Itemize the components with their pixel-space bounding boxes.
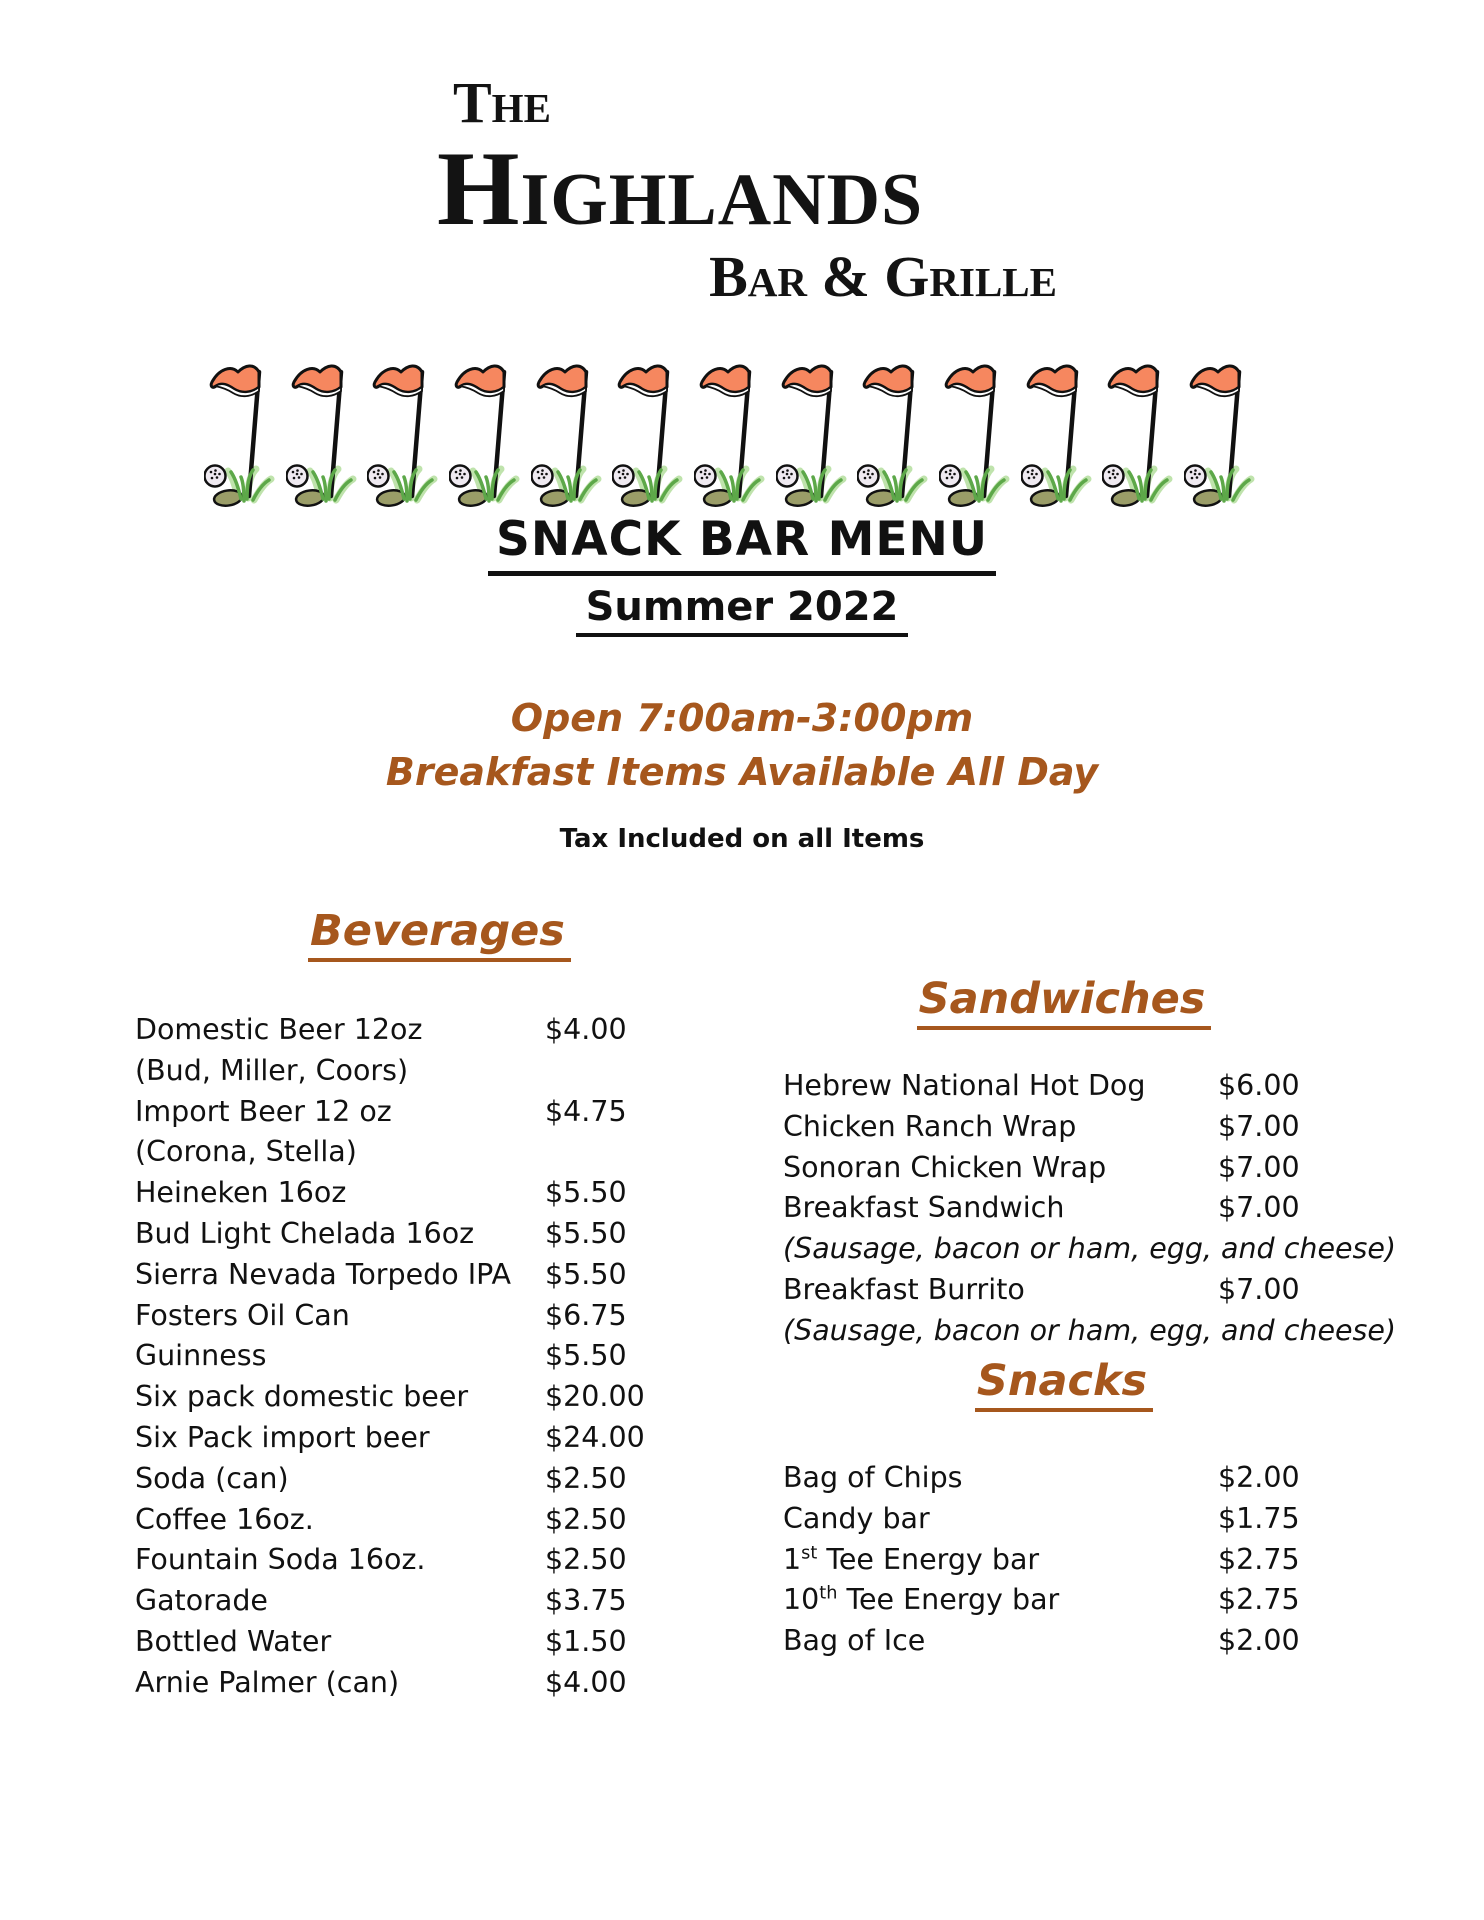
menu-item-row bbox=[135, 1214, 645, 1255]
item-price: $7.00 bbox=[1218, 1150, 1300, 1184]
restaurant-logo bbox=[437, 70, 1059, 309]
item-price: $5.50 bbox=[545, 1339, 627, 1373]
menu-item-row bbox=[135, 1540, 645, 1581]
item-price: $5.50 bbox=[545, 1176, 627, 1210]
snacks-section-title-text: Snacks bbox=[975, 1356, 1153, 1412]
golf-flag-icon bbox=[776, 360, 854, 510]
item-name: Heineken 16oz bbox=[135, 1176, 347, 1210]
item-name: Fosters Oil Can bbox=[135, 1298, 350, 1332]
item-name: Guinness bbox=[135, 1339, 267, 1373]
beverages-list bbox=[135, 1010, 645, 1704]
menu-item-row bbox=[783, 1580, 1300, 1621]
beverages-section-title bbox=[308, 906, 571, 962]
snacks-section-title bbox=[783, 1356, 1345, 1412]
item-name: Domestic Beer 12oz bbox=[135, 1013, 423, 1046]
item-name: Bag of Ice bbox=[783, 1624, 926, 1658]
item-name: Soda (can) bbox=[135, 1461, 289, 1495]
menu-item-row bbox=[783, 1270, 1396, 1311]
item-note: (Bud, Miller, Coors) bbox=[135, 1053, 409, 1087]
golf-flags-row bbox=[204, 358, 1262, 510]
item-note: (Sausage, bacon or ham, egg, and cheese) bbox=[783, 1232, 1397, 1266]
menu-item-row bbox=[135, 1010, 645, 1051]
item-name: Chicken Ranch Wrap bbox=[783, 1109, 1077, 1143]
item-price: $6.00 bbox=[1218, 1069, 1300, 1102]
golf-flag-icon bbox=[1102, 360, 1180, 510]
page-title bbox=[0, 512, 1484, 576]
menu-item-row bbox=[135, 1581, 645, 1622]
item-price: $2.00 bbox=[1218, 1461, 1300, 1494]
tax-included-line: Tax Included on all Items bbox=[559, 824, 925, 854]
golf-flag-icon bbox=[1021, 360, 1099, 510]
item-name: Candy bar bbox=[783, 1501, 930, 1535]
item-name: Bottled Water bbox=[135, 1624, 332, 1658]
menu-item-row bbox=[135, 1092, 645, 1133]
golf-flag-icon bbox=[857, 360, 935, 510]
ordinal-suffix: st bbox=[801, 1543, 818, 1564]
item-price: $6.75 bbox=[545, 1298, 627, 1332]
item-price: $5.50 bbox=[545, 1257, 627, 1291]
logo-line-highlands: Highlands bbox=[437, 130, 924, 247]
golf-flag-icon bbox=[367, 360, 445, 510]
item-name: Six Pack import beer bbox=[135, 1420, 430, 1454]
sandwiches-section-title bbox=[783, 974, 1345, 1030]
item-price: $2.50 bbox=[545, 1502, 627, 1536]
golf-flag-icon bbox=[939, 360, 1017, 510]
menu-item-row bbox=[783, 1458, 1300, 1499]
menu-item-row bbox=[783, 1499, 1300, 1540]
logo-line-the: The bbox=[453, 70, 551, 135]
menu-note-row bbox=[783, 1229, 1396, 1270]
golf-flag-icon bbox=[204, 360, 282, 510]
menu-item-row bbox=[783, 1188, 1396, 1229]
menu-item-row bbox=[135, 1336, 645, 1377]
item-price: $1.50 bbox=[545, 1624, 627, 1658]
item-price: $2.00 bbox=[1218, 1624, 1300, 1658]
page-title-text: SNACK BAR MENU bbox=[488, 512, 996, 576]
logo-line-bar-grille: Bar & Grille bbox=[709, 244, 1057, 309]
item-name: 10th Tee Energy bar bbox=[783, 1583, 1060, 1617]
sandwiches-section-title-text: Sandwiches bbox=[917, 974, 1212, 1030]
item-price: $4.75 bbox=[545, 1094, 627, 1128]
item-price: $2.50 bbox=[545, 1461, 627, 1495]
menu-item-row bbox=[135, 1173, 645, 1214]
golf-flag-icon bbox=[531, 360, 609, 510]
item-name: Coffee 16oz. bbox=[135, 1502, 314, 1536]
menu-item-row bbox=[135, 1500, 645, 1541]
golf-flag-icon bbox=[1184, 360, 1262, 510]
menu-item-row bbox=[135, 1663, 645, 1704]
menu-item-row bbox=[783, 1540, 1300, 1581]
menu-item-row bbox=[783, 1107, 1396, 1148]
page-subtitle-text: Summer 2022 bbox=[576, 584, 909, 637]
menu-item-row bbox=[135, 1622, 645, 1663]
sandwiches-list bbox=[783, 1066, 1396, 1352]
golf-flag-icon bbox=[694, 360, 772, 510]
item-name: Bag of Chips bbox=[783, 1461, 963, 1494]
item-price: $2.75 bbox=[1218, 1583, 1300, 1617]
item-name: Hebrew National Hot Dog bbox=[783, 1069, 1146, 1102]
item-name: Import Beer 12 oz bbox=[135, 1094, 392, 1128]
page-subtitle bbox=[0, 584, 1484, 637]
item-price: $2.75 bbox=[1218, 1542, 1300, 1576]
item-price: $20.00 bbox=[545, 1380, 645, 1414]
item-name: Arnie Palmer (can) bbox=[135, 1665, 400, 1699]
item-name: Sierra Nevada Torpedo IPA bbox=[135, 1257, 511, 1291]
menu-item-row bbox=[783, 1148, 1396, 1189]
menu-note-row bbox=[135, 1132, 645, 1173]
ordinal-suffix: th bbox=[819, 1583, 838, 1604]
menu-item-row bbox=[783, 1621, 1300, 1662]
item-name: Sonoran Chicken Wrap bbox=[783, 1150, 1107, 1184]
item-price: $7.00 bbox=[1218, 1272, 1300, 1306]
item-price: $7.00 bbox=[1218, 1191, 1300, 1225]
item-price: $3.75 bbox=[545, 1584, 627, 1618]
item-name: 1st Tee Energy bar bbox=[783, 1542, 1040, 1576]
item-price: $7.00 bbox=[1218, 1109, 1300, 1143]
item-name: Bud Light Chelada 16oz bbox=[135, 1216, 475, 1250]
menu-item-row bbox=[135, 1296, 645, 1337]
item-note: (Corona, Stella) bbox=[135, 1135, 357, 1169]
item-name: Six pack domestic beer bbox=[135, 1380, 469, 1414]
menu-item-row bbox=[135, 1255, 645, 1296]
menu-note-row bbox=[135, 1051, 645, 1092]
menu-item-row bbox=[135, 1418, 645, 1459]
item-price: $1.75 bbox=[1218, 1501, 1300, 1535]
menu-item-row bbox=[135, 1459, 645, 1500]
golf-flag-icon bbox=[449, 360, 527, 510]
snacks-list bbox=[783, 1458, 1300, 1662]
menu-item-row bbox=[135, 1377, 645, 1418]
beverages-section-title-text: Beverages bbox=[308, 906, 571, 962]
item-price: $4.00 bbox=[545, 1665, 627, 1699]
hours-line: Open 7:00am-3:00pm bbox=[510, 696, 974, 740]
golf-flag-icon bbox=[286, 360, 364, 510]
item-note: (Sausage, bacon or ham, egg, and cheese) bbox=[783, 1313, 1397, 1347]
item-name: Fountain Soda 16oz. bbox=[135, 1543, 426, 1577]
menu-item-row bbox=[783, 1066, 1396, 1107]
item-name: Breakfast Sandwich bbox=[783, 1191, 1065, 1225]
item-price: $5.50 bbox=[545, 1216, 627, 1250]
menu-note-row bbox=[783, 1311, 1396, 1352]
breakfast-availability-line: Breakfast Items Available All Day bbox=[385, 750, 1099, 794]
item-name: Gatorade bbox=[135, 1584, 268, 1618]
item-price: $4.00 bbox=[545, 1013, 627, 1046]
item-price: $2.50 bbox=[545, 1543, 627, 1577]
golf-flag-icon bbox=[612, 360, 690, 510]
item-name: Breakfast Burrito bbox=[783, 1272, 1025, 1306]
item-price: $24.00 bbox=[545, 1420, 645, 1454]
